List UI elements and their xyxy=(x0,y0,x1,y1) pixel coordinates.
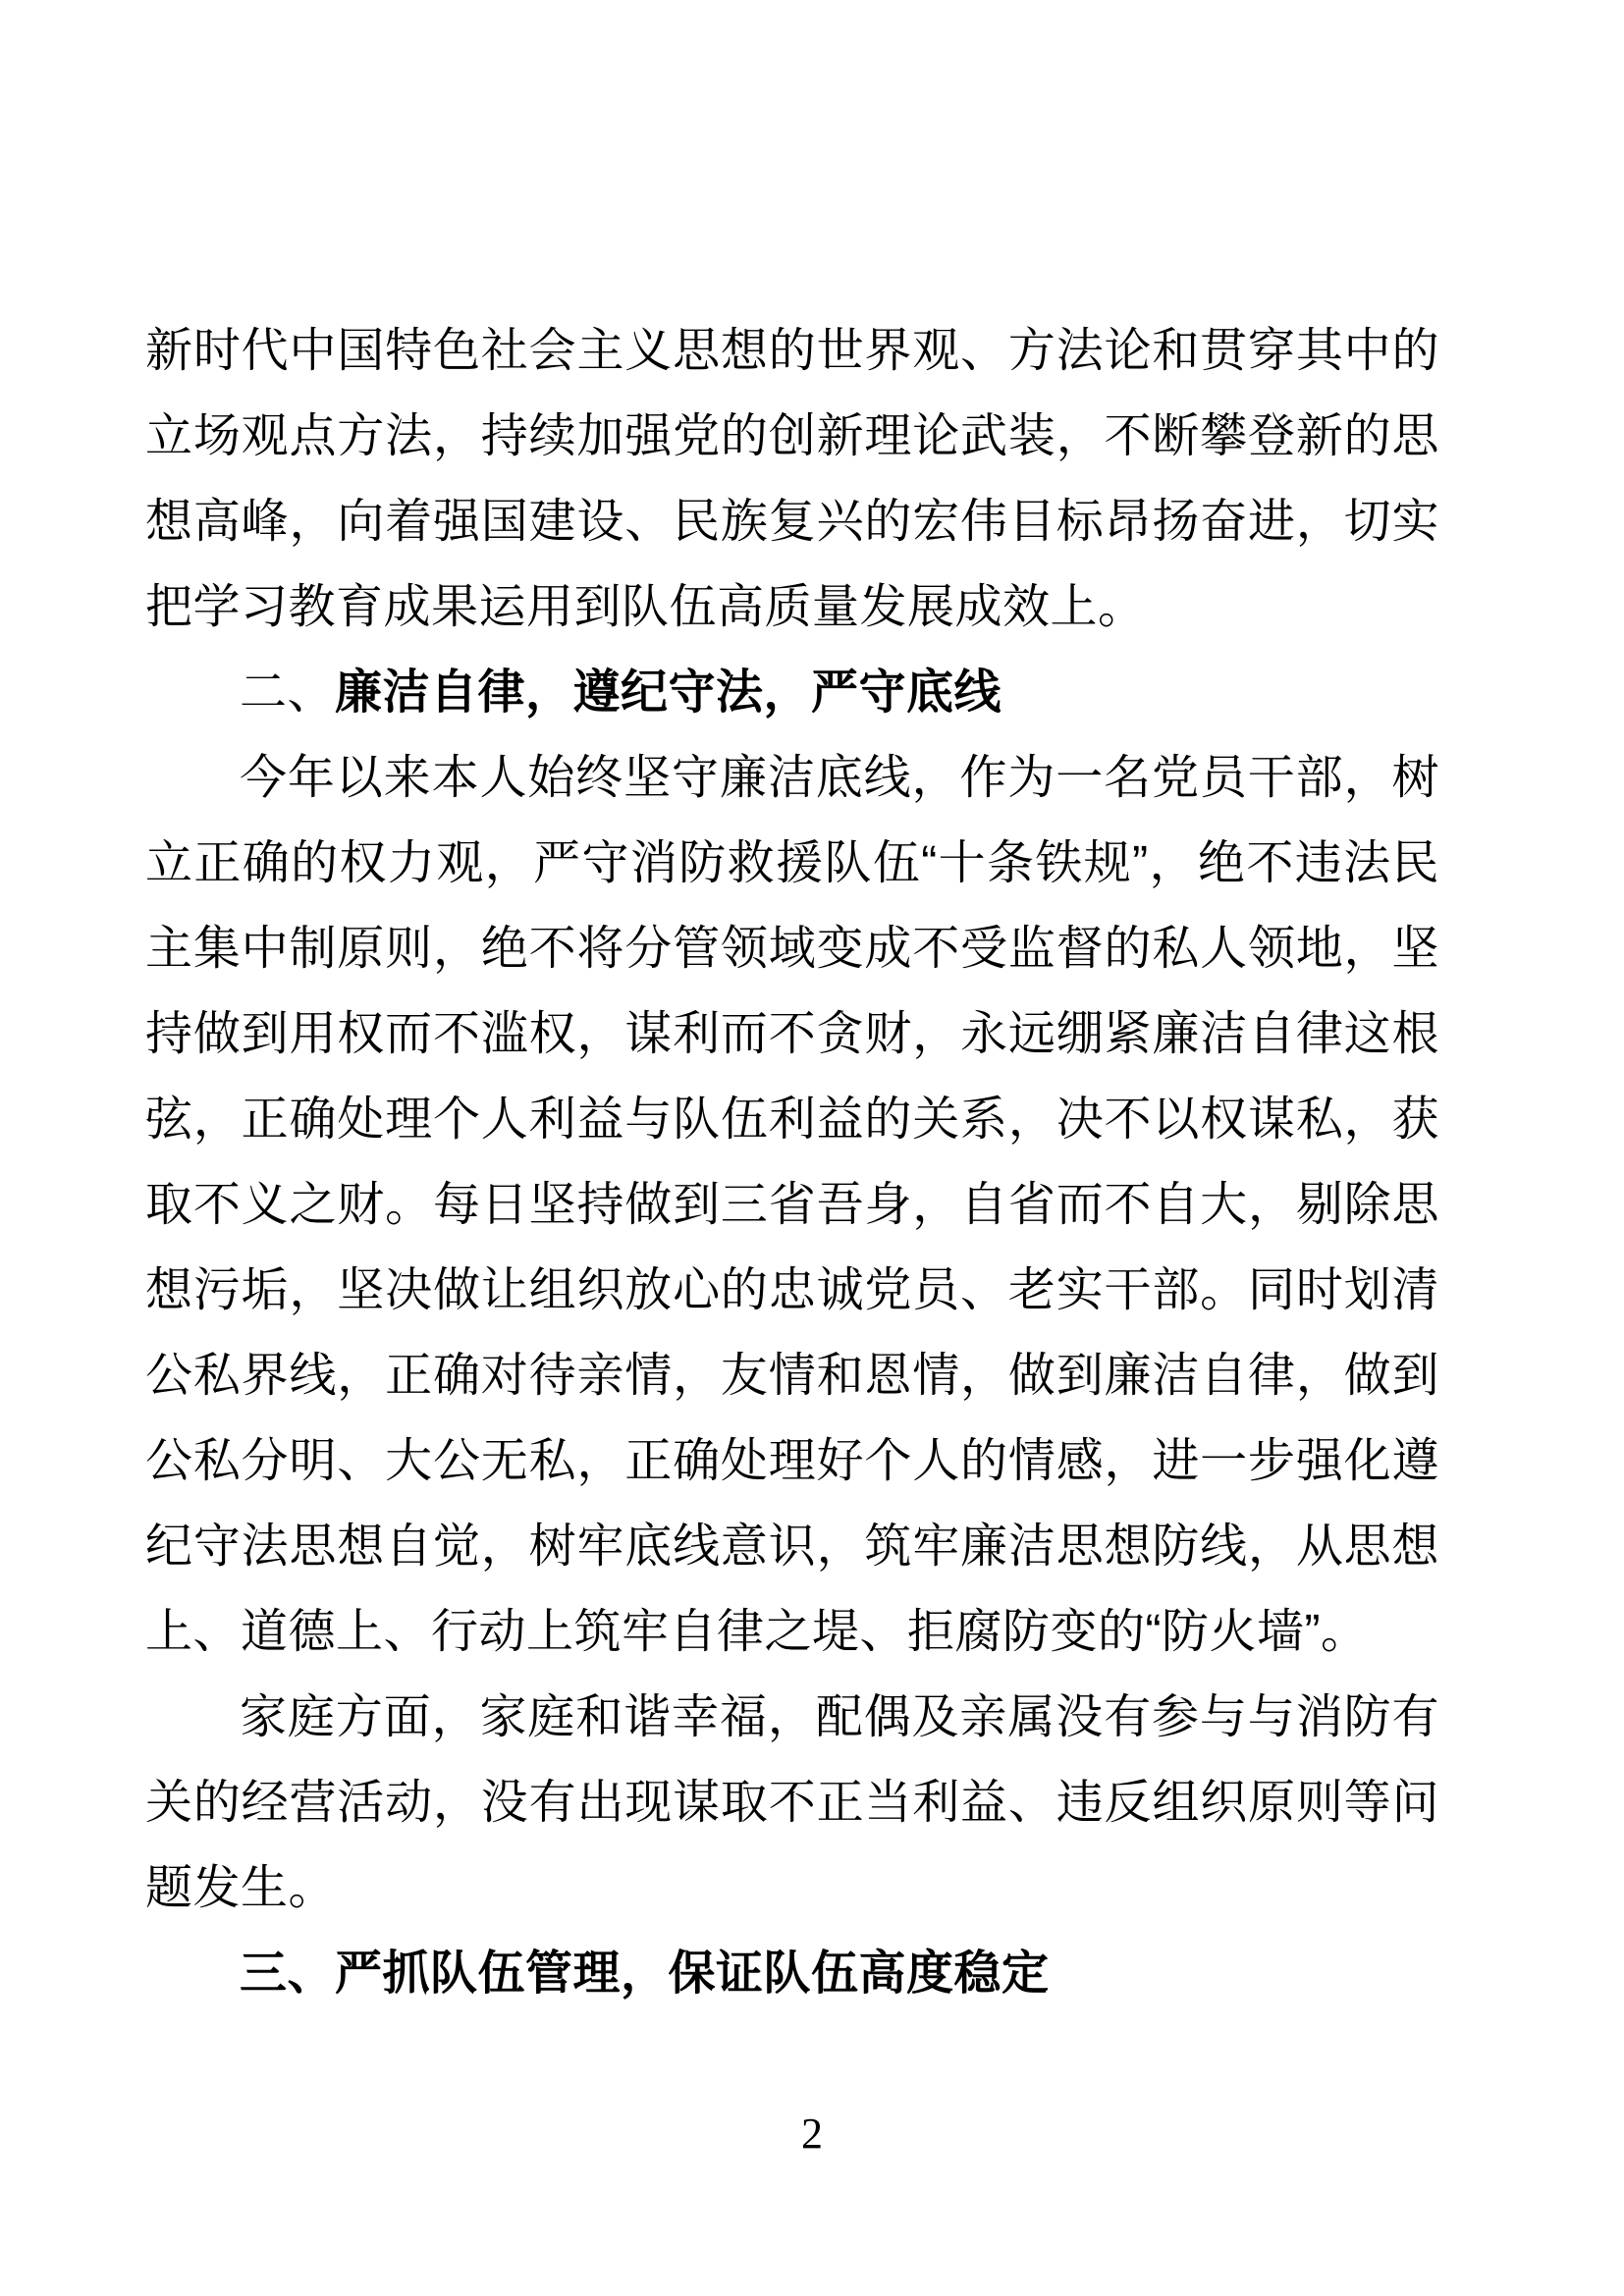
page-number: 2 xyxy=(801,2109,823,2158)
section-2-title: 廉洁自律，遵纪守法，严守底线 xyxy=(335,667,1002,719)
paragraph-theory-study-continued: 新时代中国特色社会主义思想的世界观、方法论和贯穿其中的立场观点方法，持续加强党的创新理论武装，不断攀登新的思想高峰，向着强国建设、民族复兴的宏伟目标昂扬奋进，切实把学习教育成果运用到队伍高质量发展成效上。 xyxy=(145,325,1439,633)
section-3-number: 三、 xyxy=(240,1948,336,2000)
paragraph-integrity-selfdiscipline: 今年以来本人始终坚守廉洁底线，作为一名党员干部，树立正确的权力观，严守消防救援队伍“十条铁规”，绝不违法民主集中制原则，绝不将分管领域变成不受监督的私人领地，坚持做到用权而不滥权，谋利而不贪财，永远绷紧廉洁自律这根弦，正确处理个人利益与队伍利益的关系，决不以权谋私，获取不义之财。每日坚持做到三省吾身，自省而不自大，剔除思想污垢，坚决做让组织放心的忠诚党员、老实干部。同时划清公私界线，正确对待亲情，友情和恩情，做到廉洁自律，做到公私分明、大公无私，正确处理好个人的情感，进一步强化遵纪守法思想自觉，树牢底线意识，筑牢廉洁思想防线，从思想上、道德上、行动上筑牢自律之堤、拒腐防变的“防火墙”。 xyxy=(145,752,1439,1658)
section-heading-3 xyxy=(145,1931,1439,2016)
section-heading-2 xyxy=(145,650,1439,735)
paragraph-family-matters: 家庭方面，家庭和谐幸福，配偶及亲属没有参与与消防有关的经营活动，没有出现谋取不正当利益、违反组织原则等问题发生。 xyxy=(145,1691,1439,1914)
document-body xyxy=(145,308,1439,2016)
section-3-title: 严抓队伍管理，保证队伍高度稳定 xyxy=(335,1948,1050,2000)
section-2-number: 二、 xyxy=(240,667,336,719)
